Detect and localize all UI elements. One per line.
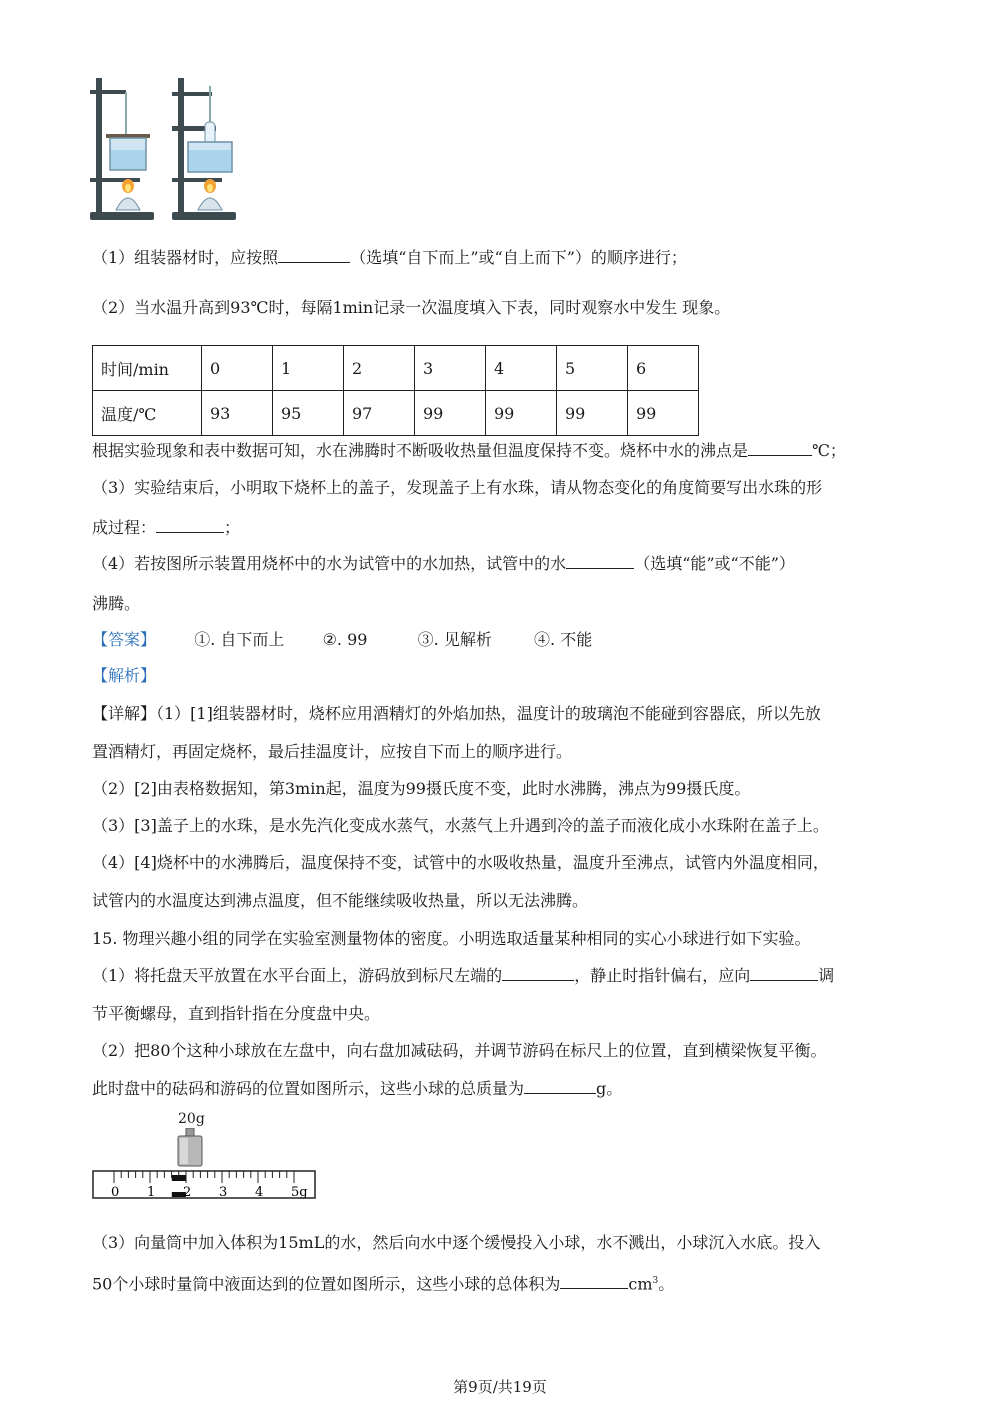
detail-4b: 试管内的水温度达到沸点温度，但不能继续吸收热量，所以无法沸腾。 bbox=[92, 891, 589, 910]
answer-blank bbox=[156, 518, 224, 533]
q15-part1-line2: 节平衡螺母，直到指针指在分度盘中央。 bbox=[92, 1004, 381, 1023]
answer-blank bbox=[502, 966, 574, 981]
table-row bbox=[93, 391, 699, 436]
answer-label: 【答案】 bbox=[92, 630, 157, 649]
boiling-apparatus-figure bbox=[88, 74, 238, 224]
table-cell: 2 bbox=[344, 346, 415, 391]
rider-slider bbox=[172, 1175, 186, 1181]
answer-blank bbox=[566, 554, 634, 569]
answer-blank bbox=[750, 966, 818, 981]
detail-3: （3）[3]盖子上的水珠，是水先汽化变成水蒸气，水蒸气上升遇到冷的盖子而液化成小水珠附在盖子上。 bbox=[92, 816, 829, 835]
table-cell: 97 bbox=[344, 391, 415, 436]
weight-label: 20g bbox=[178, 1111, 205, 1127]
detail-4a: （4）[4]烧杯中的水沸腾后，温度保持不变，试管中的水吸收热量，温度升至沸点，试管内外温度相同， bbox=[92, 853, 829, 872]
answer-blank bbox=[278, 248, 350, 263]
q15-part3-line2: 50个小球时量筒中液面达到的位置如图所示，这些小球的总体积为 $cm^3$。 bbox=[92, 1274, 675, 1294]
ruler-tick-label: 1 bbox=[147, 1185, 156, 1200]
analysis-label: 【解析】 bbox=[92, 666, 157, 685]
page-footer: 第9页/共19页 bbox=[453, 1378, 547, 1396]
table-cell: 4 bbox=[486, 346, 557, 391]
q14-part4-line2: 沸腾。 bbox=[92, 594, 141, 613]
temperature-table bbox=[92, 345, 699, 436]
q14-part2-question: 根据实验现象和表中数据可知，水在沸腾时不断吸收热量但温度保持不变。烧杯中水的沸点是 ℃； bbox=[92, 441, 846, 460]
ruler-tick-label: 5g bbox=[291, 1185, 308, 1200]
table-cell: 93 bbox=[202, 391, 273, 436]
table-cell: 0 bbox=[202, 346, 273, 391]
table-row bbox=[93, 346, 699, 391]
q15-part2-line1: （2）把80个这种小球放在左盘中，向右盘加减砝码，并调节游码在标尺上的位置，直到横梁恢复平衡。 bbox=[92, 1041, 827, 1060]
table-cell: 时间/min bbox=[93, 346, 202, 391]
table-cell: 99 bbox=[415, 391, 486, 436]
ruler-tick-label: 3 bbox=[219, 1185, 228, 1200]
detail-1b: 置酒精灯，再固定烧杯，最后挂温度计，应按自下而上的顺序进行。 bbox=[92, 742, 573, 761]
table-cell: 99 bbox=[486, 391, 557, 436]
balance-ruler-figure bbox=[90, 1128, 320, 1204]
q15-part1-line1: （1）将托盘天平放置在水平台面上，游码放到标尺左端的 ，静止时指针偏右，应向 调 bbox=[92, 966, 835, 985]
q15-part3-line1: （3）向量筒中加入体积为15mL的水，然后向水中逐个缓慢投入小球，水不溅出，小球沉入水底。投入 bbox=[92, 1233, 821, 1252]
q14-part1: （1）组装器材时，应按照 （选填“自下而上”或“自上而下”）的顺序进行； bbox=[92, 248, 687, 267]
table-cell: 95 bbox=[273, 391, 344, 436]
detail-2: （2）[2]由表格数据知，第3min起，温度为99摄氏度不变，此时水沸腾，沸点为99摄氏度。 bbox=[92, 779, 751, 798]
answer-line: 【答案】 ①. 自下而上 ②. 99 ③. 见解析 ④. 不能 bbox=[92, 630, 593, 649]
answer-blank bbox=[560, 1274, 628, 1289]
weight-icon bbox=[178, 1128, 202, 1166]
detail-1a: 【详解】（1）[1]组装器材时，烧杯应用酒精灯的外焰加热，温度计的玻璃泡不能碰到容器底，所以先放 bbox=[92, 704, 821, 723]
ruler-tick-label: 4 bbox=[255, 1185, 264, 1200]
table-cell: 99 bbox=[557, 391, 628, 436]
table-cell: 温度/℃ bbox=[93, 391, 202, 436]
table-cell: 3 bbox=[415, 346, 486, 391]
q14-part3-line2: 成过程： ； bbox=[92, 518, 241, 537]
q14-part3-line1: （3）实验结束后，小明取下烧杯上的盖子，发现盖子上有水珠，请从物态变化的角度简要写出水珠的形 bbox=[92, 478, 823, 497]
table-cell: 6 bbox=[628, 346, 699, 391]
apparatus-left bbox=[90, 78, 154, 220]
q15-title: 15. 物理兴趣小组的同学在实验室测量物体的密度。小明选取适量某种相同的实心小球进行如下实验。 bbox=[92, 929, 811, 948]
ruler-tick-label: 0 bbox=[111, 1185, 120, 1200]
ruler-body bbox=[93, 1171, 315, 1198]
table-cell: 1 bbox=[273, 346, 344, 391]
answer-blank bbox=[748, 441, 812, 456]
q14-part2: （2）当水温升高到93℃时，每隔1min记录一次温度填入下表，同时观察水中发生 现象。 bbox=[92, 298, 731, 317]
q14-part4-line1: （4）若按图所示装置用烧杯中的水为试管中的水加热，试管中的水 （选填“能”或“不能”） bbox=[92, 554, 795, 573]
table-cell: 99 bbox=[628, 391, 699, 436]
table-cell: 5 bbox=[557, 346, 628, 391]
apparatus-right bbox=[172, 78, 236, 220]
answer-blank bbox=[524, 1079, 596, 1094]
q15-part2-line2: 此时盘中的砝码和游码的位置如图所示，这些小球的总质量为 g。 bbox=[92, 1079, 623, 1098]
ruler-tick-label: 2 bbox=[183, 1185, 192, 1200]
